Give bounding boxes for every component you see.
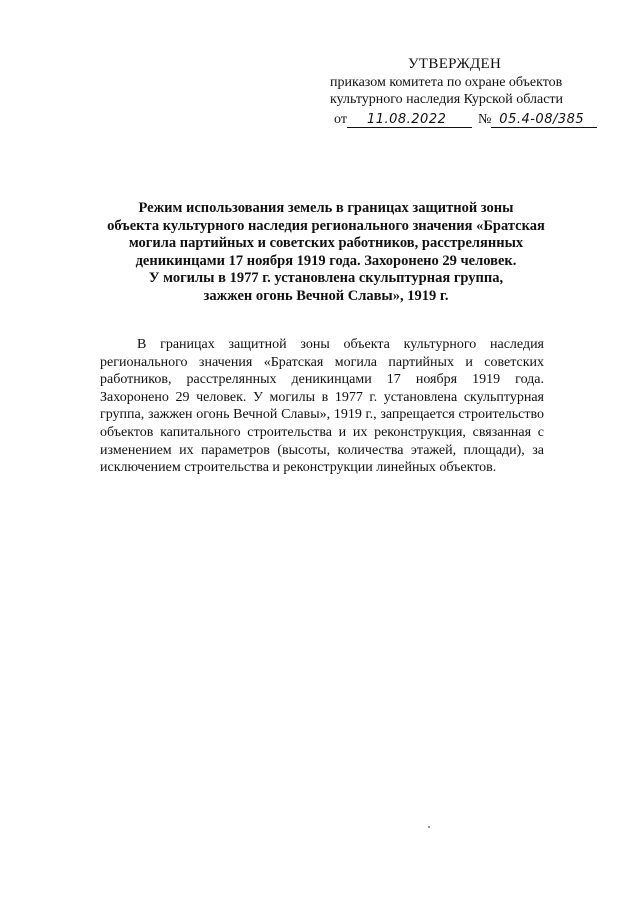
number-label: №	[477, 111, 492, 127]
approval-block	[330, 56, 620, 128]
heading-line: зажжен огонь Вечной Славы», 1919 г.	[203, 287, 449, 304]
heading-line: Режим использования земель в границах защитной зоны	[138, 200, 514, 216]
heading-line: объекта культурного наследия регионального значения «Братская	[107, 217, 545, 234]
approval-date-number	[330, 111, 620, 129]
handwritten-date: 11.08.2022	[347, 112, 472, 128]
heading-line: могила партийных и советских работников, расстрелянных	[128, 235, 524, 252]
approval-order-line: приказом комитета по охране объектов	[330, 74, 563, 90]
approval-title: УТВЕРЖДЕН	[408, 56, 502, 72]
heading-line: У могилы в 1977 г. установлена скульптурная группа,	[148, 270, 504, 287]
document-heading	[96, 200, 556, 306]
date-label: от	[334, 111, 347, 127]
scan-dot	[428, 826, 430, 828]
heading-line: деникинцами 17 ноября 1919 года. Захоронено 29 человек.	[135, 252, 517, 269]
handwritten-number: 05.4-08/385	[491, 112, 597, 128]
approval-authority-line: культурного наследия Курской области	[330, 92, 564, 107]
body-paragraph: В границах защитной зоны объекта культурного наследия регионального значения «Братская могила партийных и советских работников, расстрелянных деникинцами 17 ноября 1919 года. Захоронено 29 человек. У могилы в 1977 г. установлена скульптурная группа, зажжен огонь Вечной Славы», 1919 г., запрещается строительство объектов капитального строительства и их реконструкция, связанная с изменением их параметров (высоты, количества этажей, площади), за исключением строительства и реконструкции линейных объектов.	[100, 337, 544, 476]
